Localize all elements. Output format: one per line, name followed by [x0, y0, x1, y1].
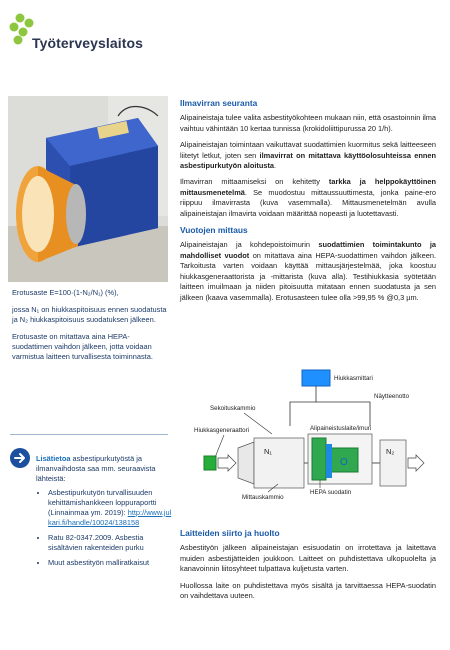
hepa-label: HEPA suodatin — [310, 489, 352, 496]
section-title: Ilmavirran seuranta — [180, 98, 258, 108]
paragraph: Alipaineistajan ja kohdepoistoimurin suodattimien toimintakunto ja mahdolliset vuodot on mitattava aina HEPA-suodattimen vaihdon jälkeen. Tarkoitusta varten voidaan käyttää mittausjärjestelmää, joka koostuu hiukkasgeneraattorista ja -mittarista (kuva alla). Testihiukkasia syötetään laitteen imuilmaan ja niiden pitoisuutta mitataan ennen suodatusta ja sen jälkeen (kaava vasemmalla). Erotusasteen tulee olla >99,95 % @0,3 µm. — [180, 240, 437, 302]
paragraph: Alipaineistaja tulee valita asbestityökohteen mukaan niin, että osastoinnin ilma vaihtuu vähintään 10 kertaa tunnissa (krokidoliittipurussa 20 1/h). — [180, 113, 436, 133]
device-label: Alipaineistuslaite/imuri — [310, 425, 372, 432]
left-column — [12, 288, 167, 369]
right-column — [180, 98, 436, 309]
filter-note: Erotusaste on mitattava aina HEPA-suodattimen vaihdon jälkeen, jotta voidaan varmistua laitteen turvallisesta toiminnasta. — [12, 332, 153, 361]
list-item: • Ratu 82-0347.2009. Asbestia sisältävien rakenteiden purku — [48, 533, 172, 553]
fan-icon: O — [340, 457, 348, 468]
hepa-filter — [312, 438, 326, 480]
arrow-right-icon — [10, 448, 30, 468]
info-lead: Lisätietoa — [36, 454, 71, 463]
particle-meter-label: Hiukkasmittari — [334, 375, 373, 382]
particle-generator — [204, 456, 216, 470]
measurement-diagram — [184, 368, 434, 504]
list-item — [48, 488, 172, 528]
section-title: Vuotojen mittaus — [180, 225, 248, 236]
paragraph: Asbestityön jälkeen alipaineistajan esisuodatin on irrotettava ja laitettava muiden asbestijätteiden joukkoon. Laitteet on puhdistettava ulkopuolelta ja kanavoinnin liitosyhteet tulpattava kuljetusta varten. — [180, 543, 436, 574]
device-photo — [8, 96, 168, 282]
brand-name: Työterveyslaitos — [32, 35, 144, 51]
formula-description: jossa N₁ on hiukkaspitoisuus ennen suodatusta ja N₂ hiukkaspitoisuus suodatuksen jälkeen. — [12, 305, 167, 324]
divider — [10, 434, 168, 435]
report-link[interactable]: http://www.julkari.fi/handle/10024/138158 — [48, 508, 172, 527]
list-item: • Muut asbestityön malliratkaisut — [48, 558, 172, 568]
n2-label: N₂ — [386, 447, 395, 456]
info-list — [36, 488, 172, 568]
n1-label: N₁ — [264, 447, 272, 456]
paragraph: Alipaineistajan toimintaan vaikuttavat suodattimien kuormitus sekä laitteeseen liitetyt letkut, joten sen ilmavirrat on mitattava käyttöolosuhteissa ennen asbestipurkutyön aloitusta. — [180, 140, 436, 171]
list-item-text: Asbestipurkutyön turvallisuuden kehittämishankkeen loppuraportti (Linnainmaa ym. 2019): — [48, 488, 157, 517]
info-intro: asbestipurkutyöstä ja ilmanvaihdosta saa mm. seuraavista lähteistä: — [36, 454, 156, 483]
formula: Erotusaste E=100·(1-N₂/N₁) (%), — [12, 288, 119, 297]
paragraph: Huollossa laite on puhdistettava myös sisältä ja tarvittaessa HEPA-suodatin on vaihdettava uuteen. — [180, 580, 436, 601]
section-title: Laitteiden siirto ja huolto — [180, 528, 280, 538]
measurement-chamber-label: Mittauskammio — [242, 494, 284, 501]
sampling-label: Näytteenotto — [374, 393, 410, 400]
transport-section — [180, 528, 436, 607]
particle-meter — [302, 370, 330, 386]
paragraph: Ilmavirran mittaamiseksi on kehitetty tarkka ja helppokäyttöinen mittausmenetelmä. Se muodostuu mittaussuuttimesta, jonka paine-ero riippuu ilmavirrasta (kuva vasemmalla). Mittausmenetelmän avulla alipaineistajan ilmavirta voidaan määrittää nopeasti ja luotettavasti. — [180, 177, 437, 218]
particle-generator-label: Hiukkasgeneraattori — [194, 427, 250, 434]
mixing-chamber-label: Sekoituskammio — [210, 405, 256, 412]
